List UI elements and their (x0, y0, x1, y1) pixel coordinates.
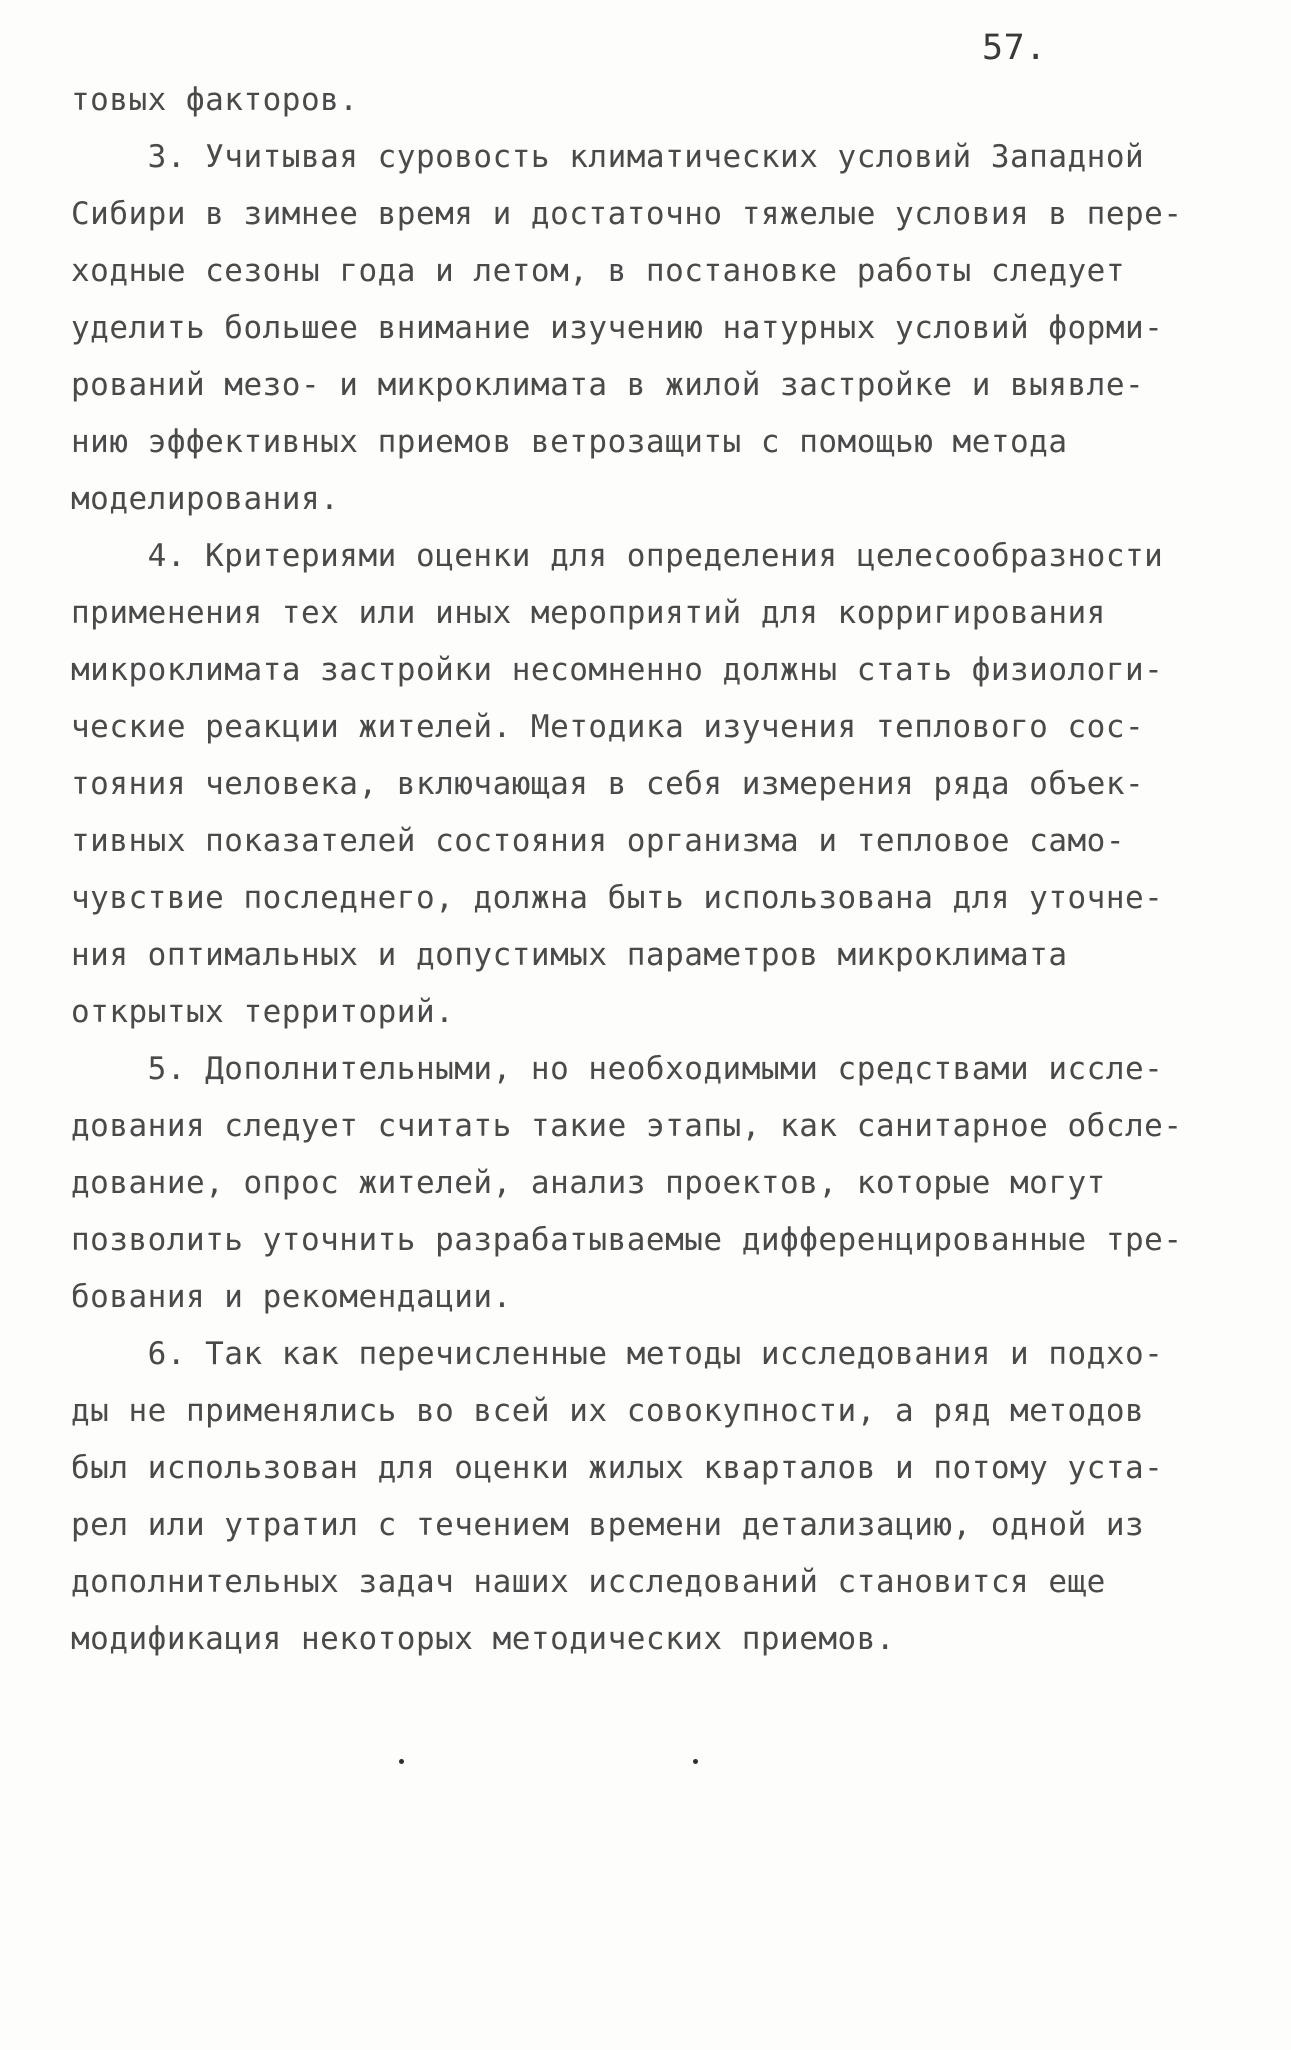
text-line: нию эффективных приемов ветрозащиты с помощью метода (71, 424, 1068, 460)
text-line: позволить уточнить разрабатываемые дифференцированные тре- (71, 1222, 1183, 1258)
text-line: Сибири в зимнее время и достаточно тяжелые условия в пере- (71, 196, 1183, 232)
text-line: 3. Учитывая суровость климатических условий Западной (71, 139, 1145, 175)
page-number: 57. (982, 28, 1047, 68)
text-line: дование, опрос жителей, анализ проектов, которые могут (71, 1165, 1106, 1201)
text-line: применения тех или иных мероприятий для корригирования (71, 595, 1106, 631)
text-line: дополнительных задач наших исследований становится еще (71, 1564, 1106, 1600)
ink-dot (693, 1759, 698, 1764)
text-line: ды не применялись во всей их совокупности, а ряд методов (71, 1393, 1145, 1429)
text-line: уделить большее внимание изучению натурных условий форми- (71, 310, 1164, 346)
text-line: микроклимата застройки несомненно должны стать физиологи- (71, 652, 1164, 688)
text-line: тояния человека, включающая в себя измерения ряда объек- (71, 766, 1145, 802)
text-line: рований мезо- и микроклимата в жилой застройке и выявле- (71, 367, 1145, 403)
text-line: дования следует считать такие этапы, как санитарное обсле- (71, 1108, 1183, 1144)
text-line: чувствие последнего, должна быть использована для уточне- (71, 880, 1164, 916)
text-line: 4. Критериями оценки для определения целесообразности (71, 538, 1164, 574)
text-line: 5. Дополнительными, но необходимыми средствами иссле- (71, 1051, 1164, 1087)
text-line: рел или утратил с течением времени детализацию, одной из (71, 1507, 1145, 1543)
text-line: модификация некоторых методических приемов. (71, 1621, 896, 1657)
text-line: ния оптимальных и допустимых параметров микроклимата (71, 937, 1068, 973)
text-line: моделирования. (71, 481, 340, 517)
text-line: ходные сезоны года и летом, в постановке работы следует (71, 253, 1125, 289)
text-line: 6. Так как перечисленные методы исследования и подхо- (71, 1336, 1164, 1372)
text-line: тивных показателей состояния организма и тепловое само- (71, 823, 1125, 859)
ink-dot (399, 1759, 404, 1764)
text-line: открытых территорий. (71, 994, 455, 1030)
text-line: ческие реакции жителей. Методика изучения теплового сос- (71, 709, 1145, 745)
text-line: бования и рекомендации. (71, 1279, 512, 1315)
text-line: был использован для оценки жилых кварталов и потому уста- (71, 1450, 1164, 1486)
text-line: товых факторов. (71, 82, 359, 118)
